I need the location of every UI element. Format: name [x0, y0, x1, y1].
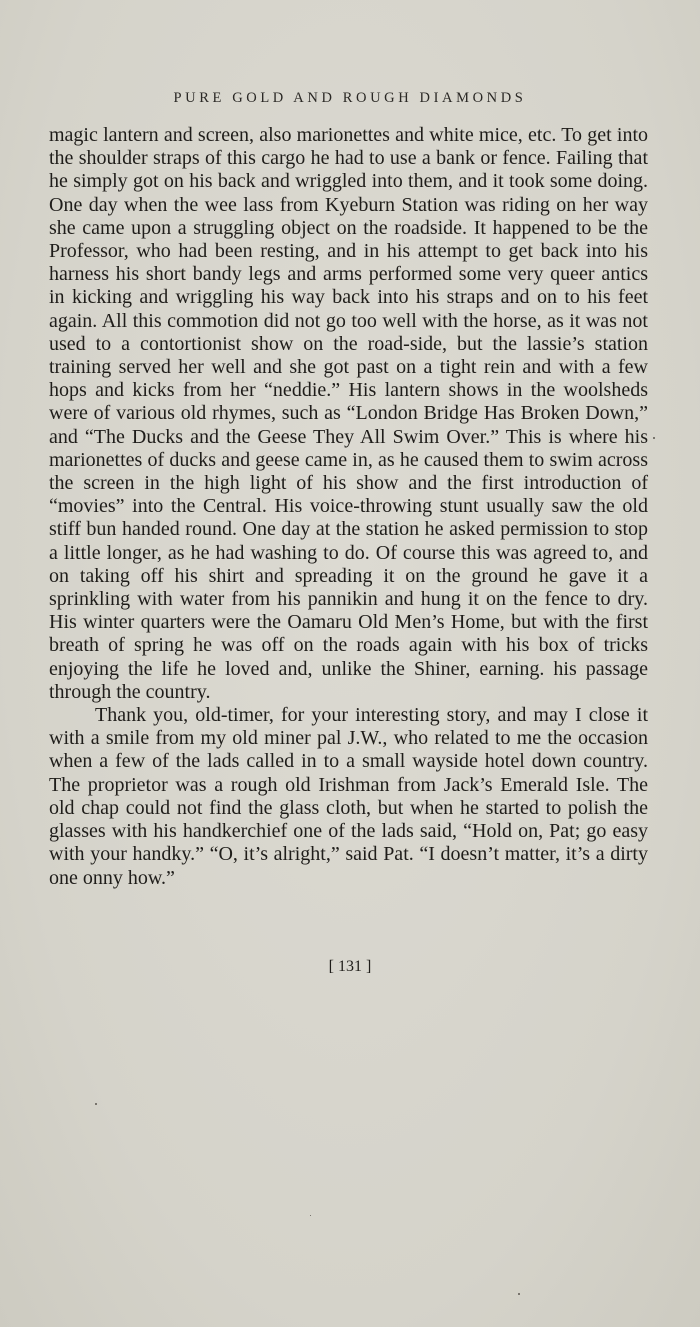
body-text: [49, 124, 648, 890]
paper-speck: [518, 1293, 520, 1295]
paper-speck: [310, 1215, 311, 1216]
paper-speck: [653, 437, 655, 439]
paper-speck: [95, 1103, 97, 1105]
paragraph-2: Thank you, old-timer, for your interesting story, and may I close it with a smile from my old miner pal J.W., who related to me the occasion when a few of the lads called in to a small wayside hotel down country. The proprietor was a rough old Irishman from Jack’s Emerald Isle. The old chap could not find the glass cloth, but when he started to polish the glasses with his handkerchief one of the lads said, “Hold on, Pat; go easy with your handky.” “O, it’s alright,” said Pat. “I doesn’t matter, it’s a dirty one onny how.”: [49, 704, 648, 889]
paragraph-1: magic lantern and screen, also marionettes and white mice, etc. To get into the shoulder straps of this cargo he had to use a bank or fence. Failing that he simply got on his back and wriggled into them, and it took some doing. One day when the wee lass from Kyeburn Station was riding on her way she came upon a struggling object on the roadside. It happened to be the Professor, who had been resting, and in his attempt to get back into his harness his short bandy legs and arms performed some very queer antics in kicking and wriggling his way back into his straps and on to his feet again. All this commotion did not go too well with the horse, as it was not used to a contortionist show on the road-side, but the lassie’s station training served her well and she got past on a tight rein and with a few hops and kicks from her “neddie.” His lantern shows in the woolsheds were of various old rhymes, such as “London Bridge Has Broken Down,” and “The Ducks and the Geese They All Swim Over.” This is where his marionettes of ducks and geese came in, as he caused them to swim across the screen in the high light of his show and the first introduction of “movies” into the Central. His voice-throwing stunt usually saw the old stiff bun handed round. One day at the station he asked permission to stop a little longer, as he had washing to do. Of course this was agreed to, and on taking off his shirt and spreading it on the ground he gave it a sprinkling with water from his pannikin and hung it on the fence to dry. His winter quarters were the Oamaru Old Men’s Home, but with the first breath of spring he was off on the roads again with his box of tricks enjoying the life he loved and, unlike the Shiner, earning. his passage through the country.: [49, 124, 648, 703]
page-number: [ 131 ]: [328, 958, 372, 975]
running-head: PURE GOLD AND ROUGH DIAMONDS: [173, 90, 527, 106]
